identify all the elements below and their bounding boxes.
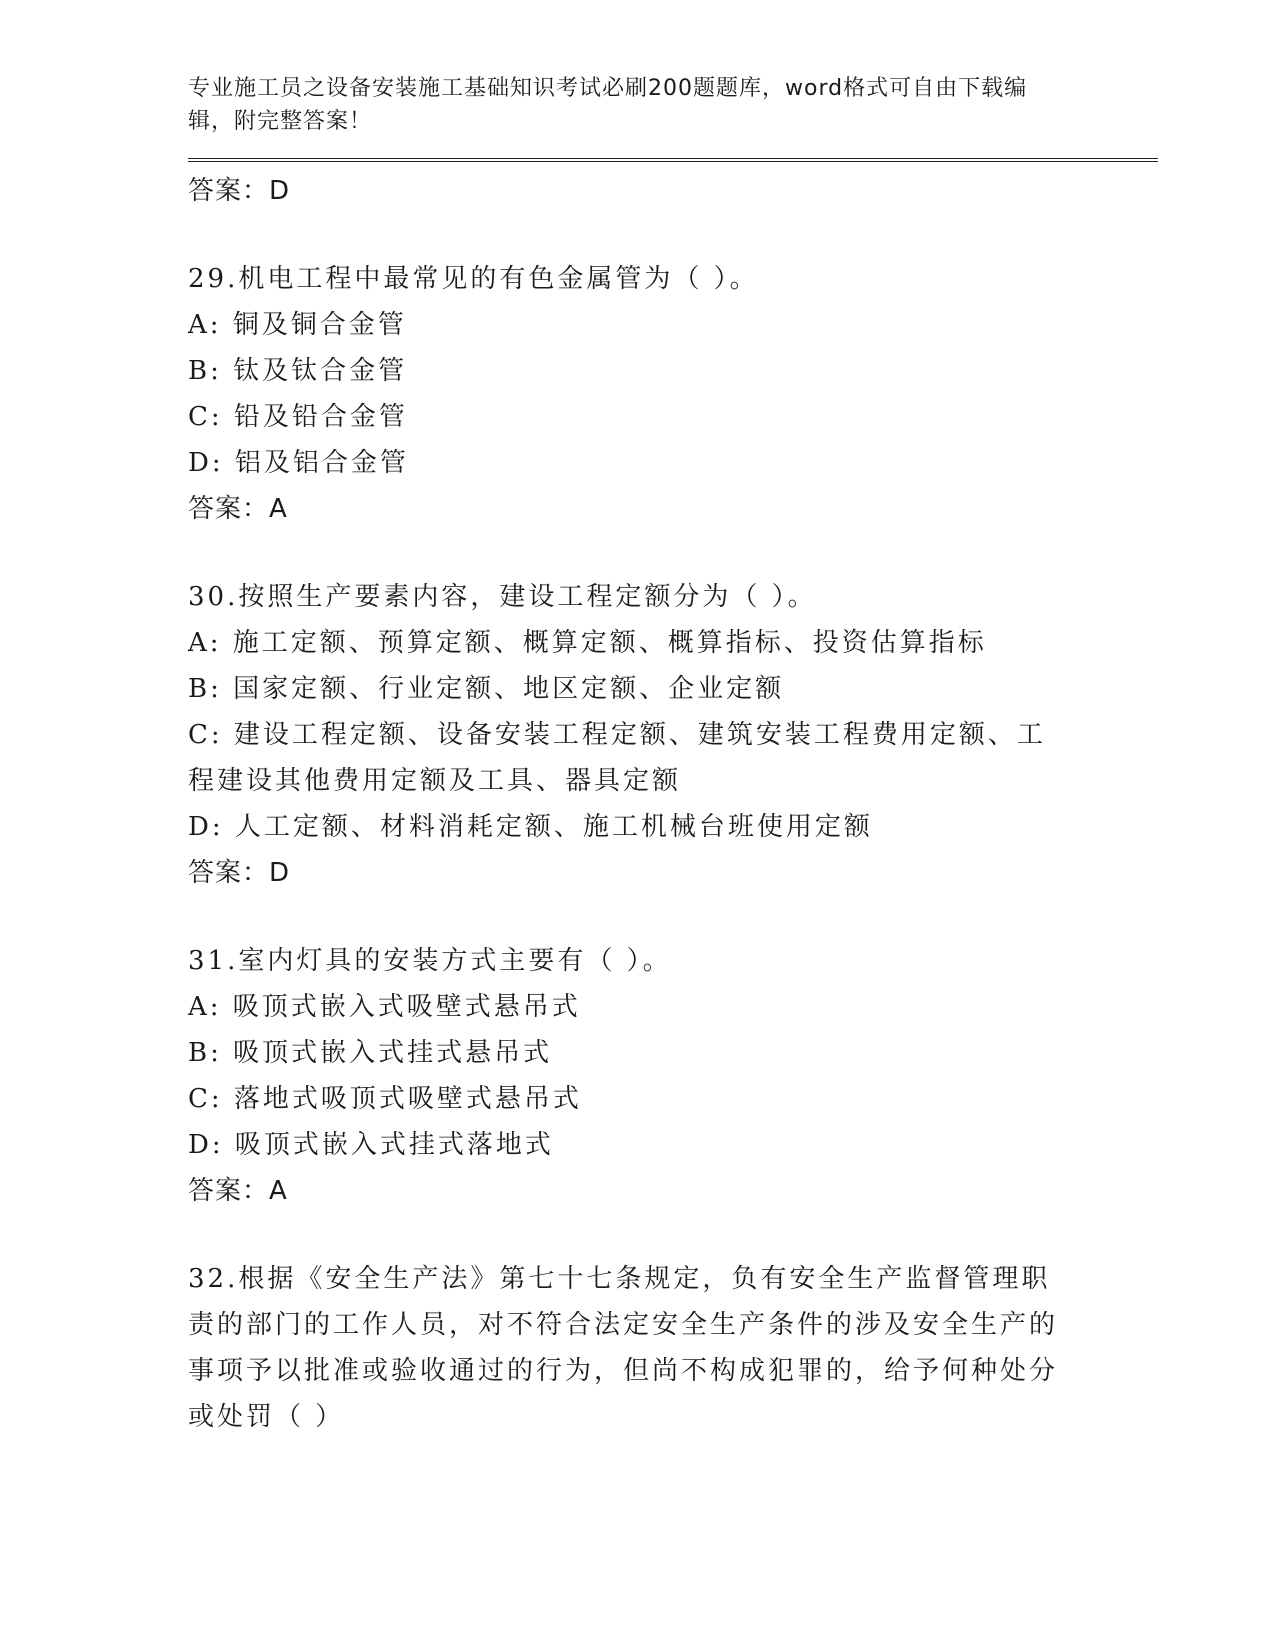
- question-stem: 31.室内灯具的安装方式主要有（ ）。: [188, 946, 672, 976]
- option-c: C: 建设工程定额、设备安装工程定额、建筑安装工程费用定额、工程建设其他费用定额及工具、器具定额: [188, 720, 1046, 796]
- option-d: D: 人工定额、材料消耗定额、施工机械台班使用定额: [188, 812, 873, 842]
- previous-answer: 答案：D: [188, 176, 291, 206]
- document-header: 专业施工员之设备安装施工基础知识考试必刷200题题库，word格式可自由下载编辑，附完整答案！: [188, 76, 1028, 134]
- question-answer: 答案：D: [188, 858, 291, 888]
- question-stem: 29.机电工程中最常见的有色金属管为（ ）。: [188, 264, 759, 294]
- question-answer: 答案：A: [188, 1176, 288, 1206]
- option-c: C: 铅及铅合金管: [188, 402, 408, 432]
- option-c: C: 落地式吸顶式吸壁式悬吊式: [188, 1084, 582, 1114]
- option-b: B: 国家定额、行业定额、地区定额、企业定额: [188, 674, 785, 704]
- option-b: B: 钛及钛合金管: [188, 356, 408, 386]
- option-b: B: 吸顶式嵌入式挂式悬吊式: [188, 1038, 553, 1068]
- document-page: [188, 72, 1158, 1440]
- question-30: [188, 574, 1158, 896]
- option-d: D: 吸顶式嵌入式挂式落地式: [188, 1130, 554, 1160]
- option-a: A: 吸顶式嵌入式吸壁式悬吊式: [188, 992, 581, 1022]
- question-stem: 32.根据《安全生产法》第七十七条规定，负有安全生产监督管理职责的部门的工作人员，对不符合法定安全生产条件的涉及安全生产的事项予以批准或验收通过的行为，但尚不构成犯罪的，给予何种处分或处罚（ ）: [188, 1264, 1059, 1432]
- header-double-rule: [188, 158, 1158, 162]
- question-32: [188, 1256, 1158, 1440]
- option-a: A: 施工定额、预算定额、概算定额、概算指标、投资估算指标: [188, 628, 987, 658]
- question-answer: 答案：A: [188, 494, 288, 524]
- question-stem: 30.按照生产要素内容，建设工程定额分为（ ）。: [188, 582, 817, 612]
- option-d: D: 铝及铝合金管: [188, 448, 409, 478]
- question-29: [188, 256, 1158, 532]
- option-a: A: 铜及铜合金管: [188, 310, 407, 340]
- question-31: [188, 938, 1158, 1214]
